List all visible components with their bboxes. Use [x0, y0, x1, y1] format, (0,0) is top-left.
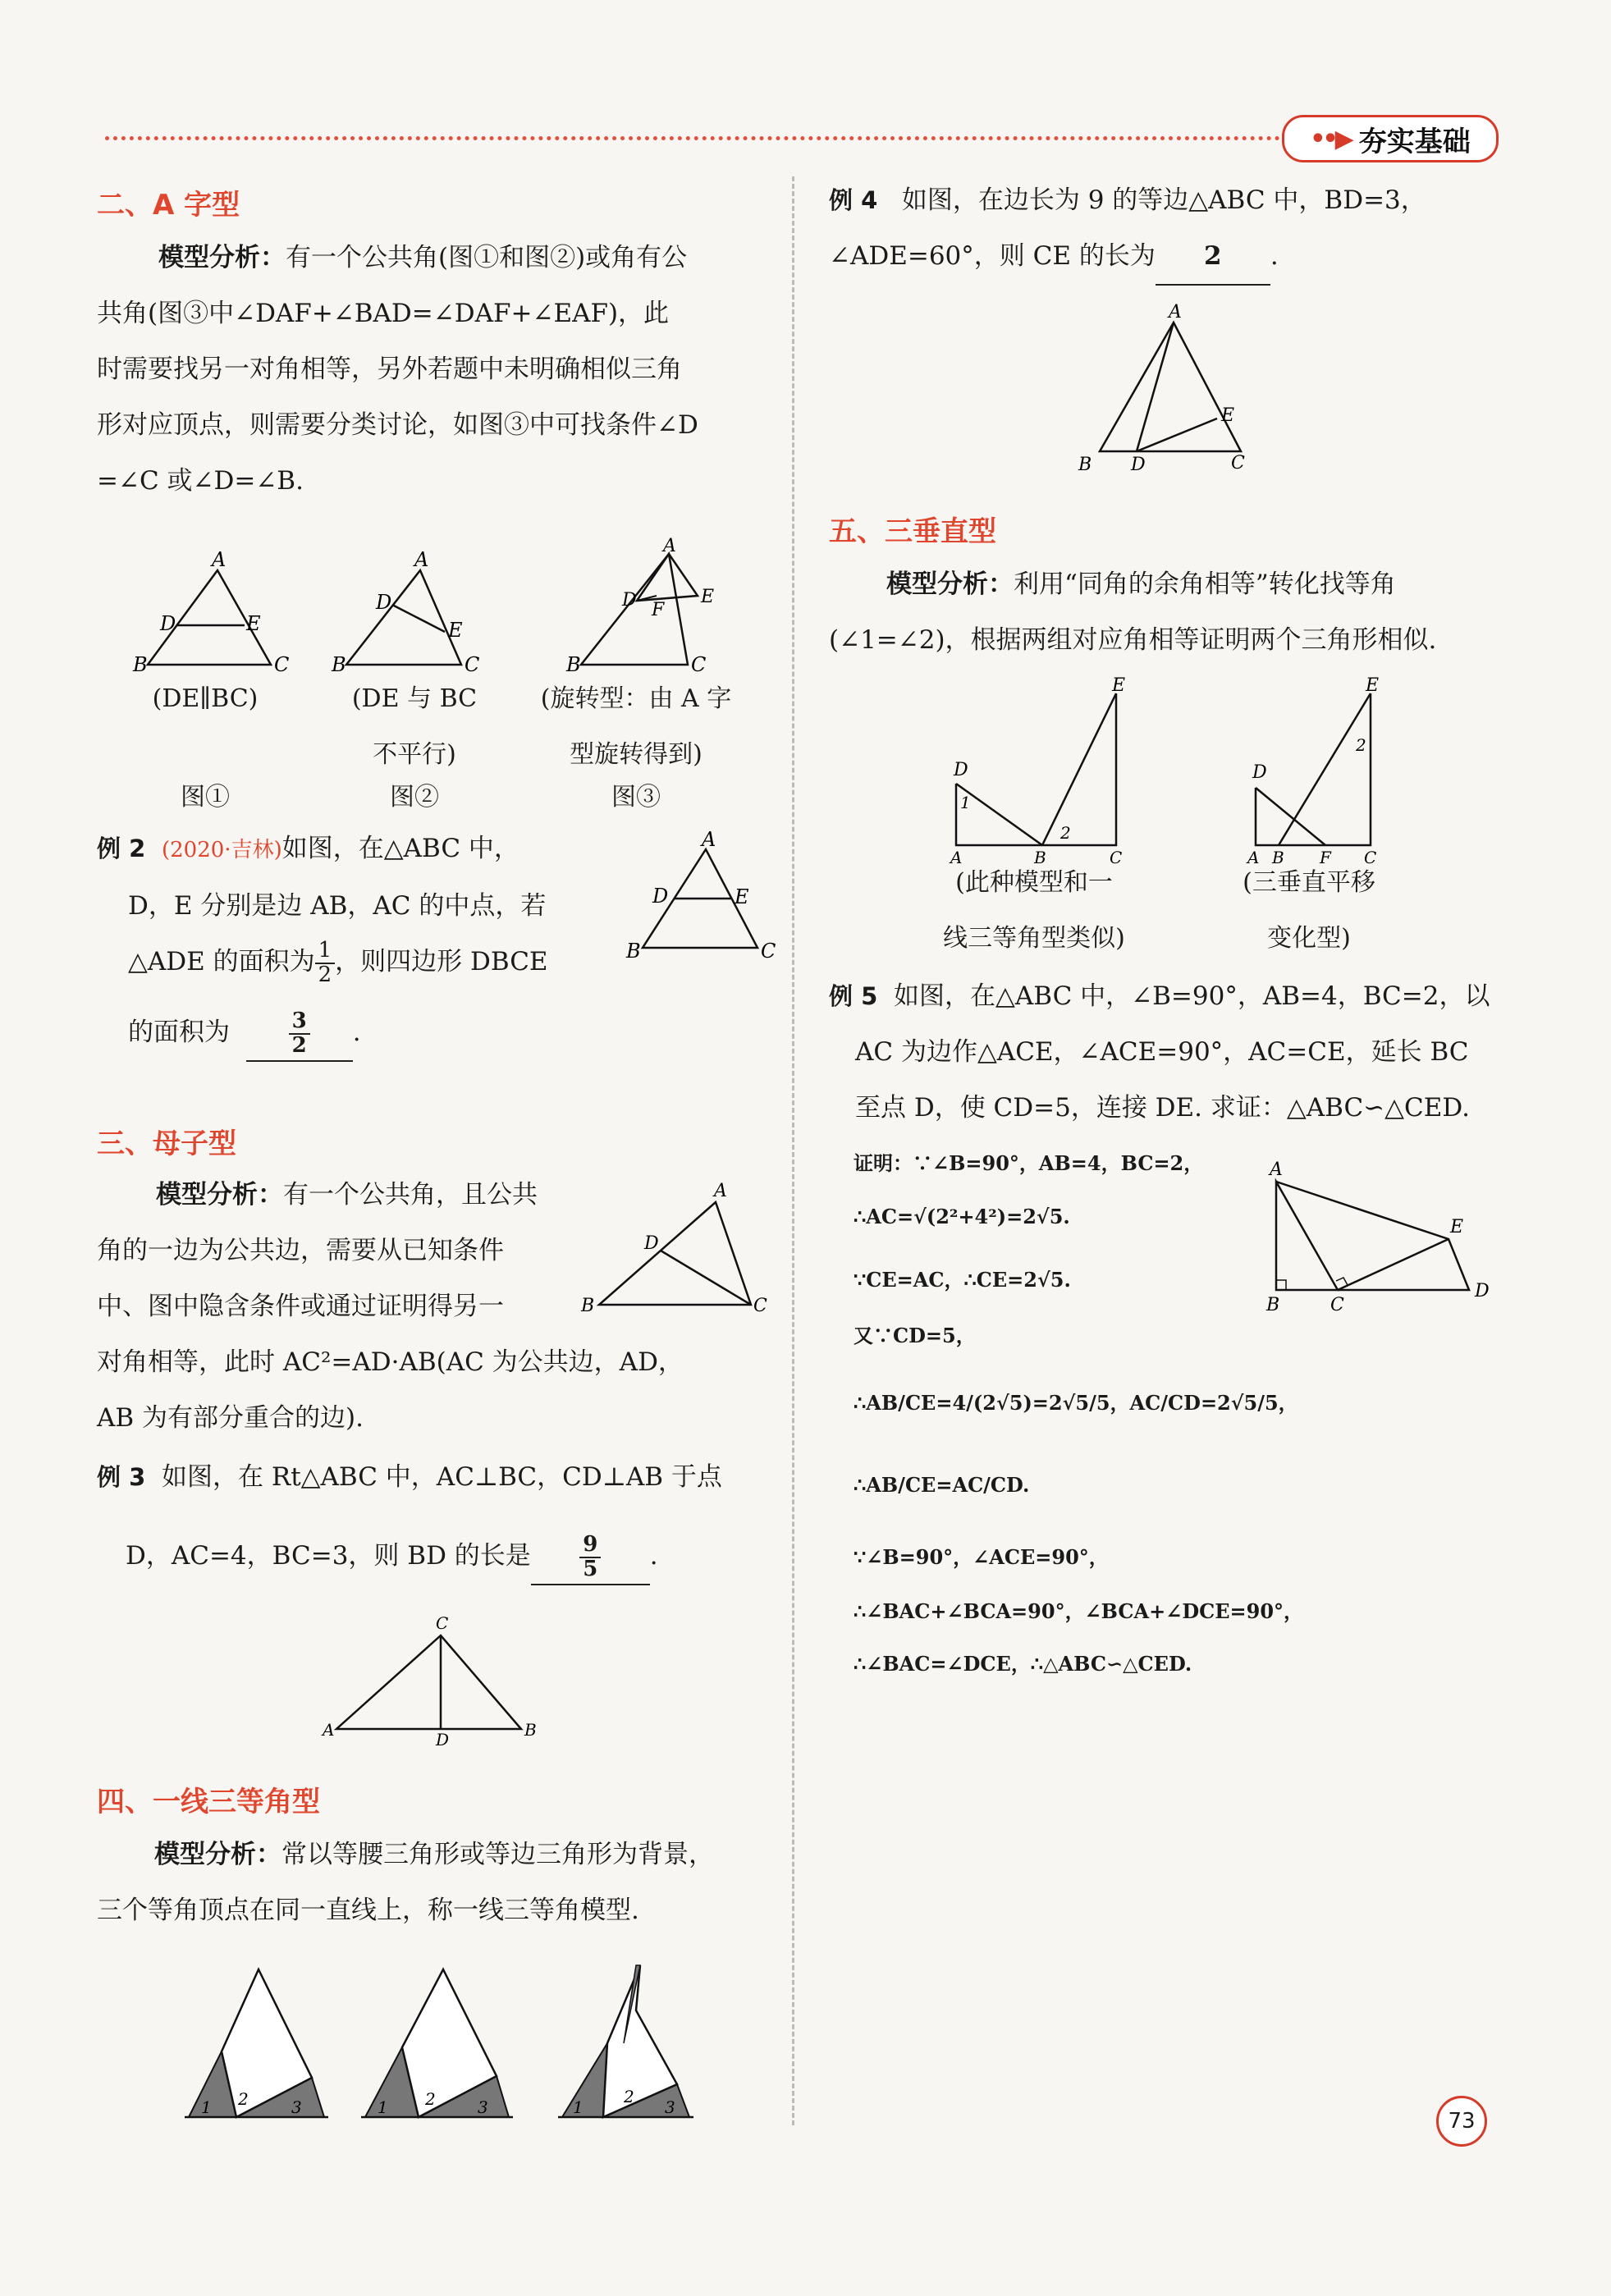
three-perpendicular-figures: [936, 675, 1395, 867]
section-a-type-text: 模型分析：有一个公共角(图①和图②)或角有公 共角(图③中∠DAF+∠BAD=∠DAF+∠EAF)，此 时需要找另一对角相等，另外若题中未明确相似三角 形对应顶点，则需要分类讨论，如图③中可找条件∠D =∠C 或∠D=∠B.: [97, 243, 698, 496]
svg-text:E: E: [1112, 675, 1126, 696]
fig2-caption-1: (DE 与 BC: [351, 684, 478, 713]
fig2-caption-2: 不平行): [373, 740, 456, 769]
svg-text:C: C: [465, 653, 480, 676]
svg-text:C: C: [1110, 848, 1123, 867]
section-three-perpendicular-text: 模型分析：利用“同角的余角相等”转化找等角 (∠1=∠2)，根据两组对应角相等证明两个三角形相似.: [829, 569, 1437, 655]
fraction-half: $\frac{1}{2}$: [315, 940, 336, 986]
svg-text:C: C: [1364, 848, 1377, 867]
svg-text:B: B: [1078, 455, 1092, 475]
svg-text:A: A: [414, 548, 429, 571]
svg-text:C: C: [753, 1296, 767, 1316]
proof-line-3: ∵CE=AC，∴CE=2√5.: [854, 1268, 1071, 1292]
example-2: 例 2 (2020·吉林)如图，在△ABC 中， D，E 分别是边 AB，AC 的中点，若 △ADE 的面积为 $\frac{1}{2}$ ，则四边形 DBCE 的面积为 $\frac{3}{2}$ .: [97, 821, 622, 1062]
svg-text:2: 2: [425, 2089, 436, 2109]
tp-caption-2b: 变化型): [1267, 924, 1351, 953]
svg-text:3: 3: [665, 2097, 675, 2117]
svg-text:A: A: [702, 828, 716, 851]
svg-text:D: D: [1131, 455, 1146, 475]
svg-text:A: A: [212, 548, 227, 571]
answer-blank: $\frac{9}{5}$: [531, 1528, 650, 1585]
svg-text:E: E: [735, 885, 749, 908]
proof-line-9: ∴∠BAC=∠DCE，∴△ABC∽△CED.: [854, 1652, 1192, 1676]
figure-tp-1: [949, 675, 1125, 867]
section-badge-label: 夯实基础: [1358, 125, 1471, 158]
fig1-name: 图①: [181, 783, 230, 812]
proof-line-5: ∴AB/CE=4/(2√5)=2√5/5，AC/CD=2√5/5，: [854, 1391, 1298, 1415]
section-a-type-title: 二、A 字型: [97, 189, 240, 222]
example-3: 例 3 如图，在 Rt△ABC 中，AC⊥BC，CD⊥AB 于点 D，AC=4，BC=3，则 BD 的长是 $\frac{9}{5}$ .: [97, 1449, 778, 1585]
svg-text:B: B: [524, 1720, 537, 1740]
example-3-figure: [316, 1612, 546, 1748]
svg-text:B: B: [626, 940, 641, 963]
svg-text:3: 3: [291, 2097, 302, 2117]
svg-text:E: E: [246, 612, 261, 635]
proof-line-7: ∵∠B=90°，∠ACE=90°，: [854, 1545, 1109, 1569]
svg-text:1: 1: [960, 793, 971, 812]
svg-text:2: 2: [1356, 735, 1366, 755]
svg-text:C: C: [1231, 453, 1245, 473]
section-one-line-three-angles-title: 四、一线三等角型: [97, 1786, 320, 1818]
svg-text:B: B: [581, 1296, 595, 1316]
svg-text:2: 2: [238, 2089, 249, 2109]
svg-text:C: C: [691, 653, 707, 676]
example-5: 例 5 如图，在△ABC 中，∠B=90°，AB=4，BC=2，以 AC 为边作△ACE，∠ACE=90°，AC=CE，延长 BC 至点 D，使 CD=5，连接 DE. 求证：△ABC∽△CED.: [829, 981, 1490, 1123]
svg-text:D: D: [644, 1233, 659, 1254]
svg-text:D: D: [376, 591, 392, 614]
svg-text:3: 3: [478, 2097, 488, 2117]
fig2-name: 图②: [390, 783, 439, 812]
svg-text:B: B: [1272, 848, 1284, 867]
svg-text:E: E: [1366, 675, 1380, 696]
figure-2: [331, 548, 479, 676]
svg-text:2: 2: [1060, 823, 1071, 843]
svg-text:D: D: [652, 885, 669, 908]
svg-text:A: A: [1169, 302, 1182, 322]
section-three-perpendicular-title: 五、三垂直型: [829, 515, 996, 548]
tp-caption-1a: (此种模型和一: [955, 868, 1113, 897]
svg-text:C: C: [436, 1613, 449, 1633]
proof-line-1: 证明：∵∠B=90°，AB=4，BC=2，: [854, 1151, 1204, 1175]
svg-text:1: 1: [201, 2097, 212, 2117]
header-dotted-line: [105, 136, 1280, 140]
svg-text:B: B: [1266, 1295, 1280, 1315]
fig3-caption-1: (旋转型：由 A 字: [540, 684, 732, 713]
svg-text:A: A: [663, 536, 676, 556]
svg-text:D: D: [1252, 762, 1267, 783]
mother-child-figure: [574, 1181, 771, 1316]
svg-text:E: E: [701, 587, 715, 607]
fig3-name: 图③: [611, 783, 661, 812]
svg-text:D: D: [160, 612, 176, 635]
answer-blank: 2: [1156, 228, 1270, 286]
example-4: 例 4 如图，在边长为 9 的等边△ABC 中，BD=3， ∠ADE=60°，则 CE 的长为 2 .: [829, 172, 1518, 286]
proof-line-4: 又∵CD=5，: [854, 1324, 976, 1347]
svg-text:E: E: [1221, 405, 1235, 426]
example-4-figure: [1067, 300, 1280, 476]
svg-text:2: 2: [624, 2087, 634, 2106]
svg-text:D: D: [436, 1730, 450, 1749]
tp-caption-2a: (三垂直平移: [1243, 868, 1375, 897]
svg-text:C: C: [1330, 1295, 1344, 1315]
svg-text:D: D: [622, 590, 637, 611]
svg-text:B: B: [1034, 848, 1046, 867]
svg-text:A: A: [1247, 848, 1260, 867]
svg-text:C: C: [274, 653, 290, 676]
section-one-line-three-angles-text: 模型分析：常以等腰三角形或等边三角形为背景， 三个等角顶点在同一直线上，称一线三等角模型.: [97, 1840, 714, 1925]
figure-tp-2: [1246, 675, 1379, 867]
svg-text:1: 1: [573, 2097, 584, 2117]
svg-text:F: F: [1320, 848, 1331, 867]
svg-text:A: A: [1270, 1159, 1283, 1180]
dots-icon: ••▶: [1310, 124, 1351, 153]
column-divider: [792, 176, 794, 2125]
figure-olta-1: [185, 1969, 328, 2117]
svg-text:E: E: [448, 619, 463, 642]
example-5-figure: [1252, 1149, 1498, 1317]
fig3-caption-2: 型旋转得到): [570, 740, 703, 769]
fig1-caption: (DE∥BC): [152, 684, 259, 713]
section-badge: [1282, 115, 1499, 162]
section-mother-child-text: 模型分析：有一个公共角，且公共 角的一边为公共边，需要从已知条件 中、图中隐含条件或通过证明得另一 对角相等，此时 AC²=AD·AB(AC 为公共边，AD， AB 为有部分重合的边).: [97, 1180, 684, 1433]
svg-text:A: A: [714, 1181, 727, 1201]
proof-line-2: ∴AC=√(2²+4²)=2√5.: [854, 1205, 1070, 1228]
figure-olta-2: [361, 1969, 513, 2117]
proof-line-8: ∴∠BAC+∠BCA=90°，∠BCA+∠DCE=90°，: [854, 1599, 1304, 1623]
svg-text:F: F: [652, 600, 665, 620]
svg-text:A: A: [950, 848, 963, 867]
one-line-three-angles-figures: [181, 1961, 755, 2125]
svg-text:B: B: [566, 653, 581, 676]
svg-text:B: B: [332, 653, 346, 676]
svg-text:B: B: [133, 653, 148, 676]
svg-text:C: C: [761, 940, 776, 963]
example-2-figure: [620, 828, 776, 963]
svg-text:D: D: [1475, 1281, 1490, 1301]
answer-blank: $\frac{3}{2}$: [246, 1004, 353, 1062]
svg-text:1: 1: [378, 2097, 388, 2117]
figure-1: [132, 548, 289, 676]
figure-olta-3: [558, 1965, 693, 2117]
tp-caption-1b: 线三等角型类似): [943, 924, 1125, 953]
figure-3: [565, 536, 714, 676]
svg-text:D: D: [954, 760, 968, 780]
page-number: 73: [1436, 2096, 1487, 2147]
svg-text:E: E: [1450, 1217, 1464, 1237]
svg-text:A: A: [323, 1720, 335, 1740]
a-type-figures: [123, 536, 755, 681]
proof-line-6: ∴AB/CE=AC/CD.: [854, 1473, 1030, 1497]
section-mother-child-title: 三、母子型: [97, 1127, 236, 1160]
